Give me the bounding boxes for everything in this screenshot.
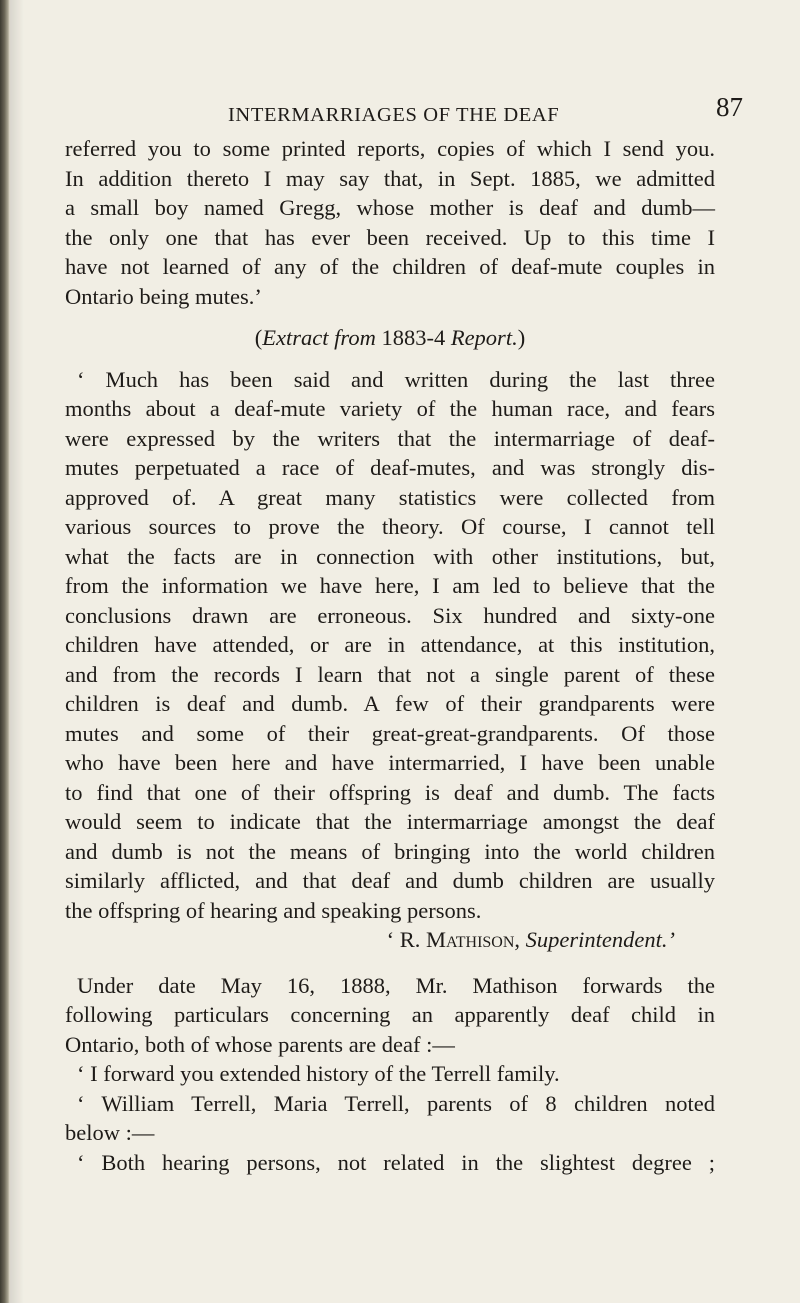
text-line: ‘ William Terrell, Maria Terrell, parents of 8 children noted (77, 1090, 715, 1116)
text-line: from the information we have here, I am led to believe that the (65, 573, 715, 598)
text-line: In addition thereto I may say that, in Sept. 1885, we admitted (65, 165, 715, 191)
page-body (65, 134, 715, 1177)
running-head: INTERMARRIAGES OF THE DEAF (228, 104, 560, 126)
text-line: following particulars concerning an apparently deaf child in (65, 1002, 715, 1027)
text-line: mutes and some of their great-great-grandparents. Of those (65, 720, 715, 746)
text-line: similarly afflicted, and that deaf and dumb children are usually (65, 868, 715, 893)
paragraph-extract (65, 365, 715, 926)
text-line: the only one that has ever been received. Up to this time I (65, 224, 715, 250)
text-line: below :— (65, 1120, 155, 1145)
text-line: children is deaf and dumb. A few of their grandparents were (65, 691, 715, 716)
text-line: referred you to some printed reports, copies of which I send you. (65, 136, 715, 161)
text-line: have not learned of any of the children of deaf-mute couples in (65, 254, 715, 279)
signature-separator: , (514, 927, 526, 952)
signature-initial: ‘ R. (386, 927, 426, 952)
text-line: Ontario being mutes.’ (65, 283, 262, 309)
page-number: 87 (716, 92, 743, 122)
text-line: would seem to indicate that the intermarriage amongst the deaf (65, 809, 715, 834)
extract-heading (65, 323, 715, 353)
paragraph-referred (65, 134, 715, 311)
text-line: months about a deaf-mute variety of the human race, and fears (65, 396, 715, 421)
paragraph-william (65, 1089, 715, 1148)
paragraph-under-date (65, 971, 715, 1060)
text-line: and from the records I learn that not a single parent of these (65, 661, 715, 687)
heading-extract-from: Extract from (262, 325, 376, 350)
text-line: the offspring of hearing and speaking persons. (65, 897, 482, 923)
book-spine-edge (0, 0, 10, 1303)
text-line: and dumb is not the means of bringing into the world children (65, 838, 715, 864)
text-line: to find that one of their offspring is deaf and dumb. The facts (65, 779, 715, 805)
text-line: conclusions drawn are erroneous. Six hundred and sixty-one (65, 602, 715, 628)
text-line: mutes perpetuated a race of deaf-mutes, and was strongly dis- (65, 455, 715, 480)
text-line: various sources to prove the theory. Of course, I cannot tell (65, 514, 715, 539)
heading-open-paren: ( (254, 325, 263, 350)
text-line: approved of. A great many statistics were collected from (65, 484, 715, 510)
text-line: what the facts are in connection with other institutions, but, (65, 543, 715, 569)
text-line: children have attended, or are in attendance, at this institution, (65, 632, 715, 657)
paragraph-both-hearing: ‘ Both hearing persons, not related in the slightest degree ; (77, 1149, 715, 1175)
text-line: ‘ Much has been said and written during the last three (77, 366, 715, 392)
heading-year: 1883-4 (375, 325, 451, 350)
text-line: Ontario, both of whose parents are deaf :— (65, 1031, 455, 1057)
signature-line (65, 925, 715, 955)
text-line: who have been here and have intermarried, I have been unable (65, 750, 715, 775)
text-line: were expressed by the writers that the intermarriage of deaf- (65, 425, 715, 451)
heading-close-paren: ) (517, 325, 526, 350)
paragraph-forward: ‘ I forward you extended history of the Terrell family. (77, 1061, 560, 1086)
heading-report: Report. (450, 325, 518, 350)
gutter-shadow (10, 0, 24, 1303)
text-line: a small boy named Gregg, whose mother is deaf and dumb— (65, 195, 715, 220)
signature-name: Mathison (425, 927, 515, 952)
text-line: Under date May 16, 1888, Mr. Mathison forwards the (77, 972, 715, 998)
signature-title: Superintendent.’ (525, 927, 675, 952)
